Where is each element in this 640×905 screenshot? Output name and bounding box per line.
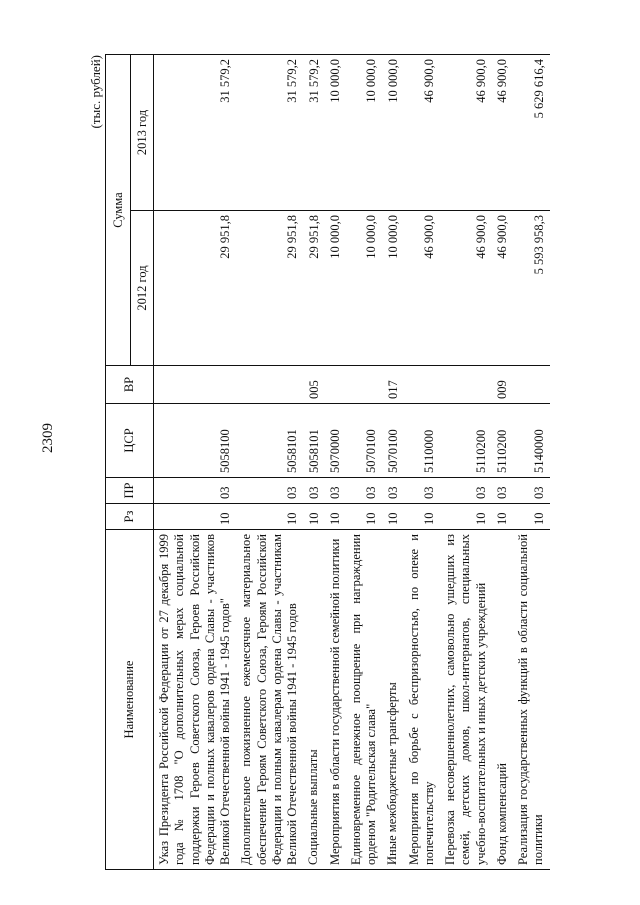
- row-rz: 10: [404, 504, 441, 530]
- row-name: Мероприятия по борьбе с беспризорностью, по опеке и попечительству: [404, 530, 441, 870]
- table-row: [513, 55, 550, 870]
- header-csr: ЦСР: [106, 404, 154, 478]
- row-sum-2013: 10 000,0: [382, 55, 403, 211]
- row-sum-2013: 5 629 616,4: [513, 55, 550, 211]
- row-pr: 03: [236, 478, 303, 504]
- row-rz: 10: [513, 504, 550, 530]
- row-rz: 10: [346, 504, 383, 530]
- row-vr: [404, 366, 441, 404]
- row-pr: 03: [513, 478, 550, 504]
- row-vr: [236, 366, 303, 404]
- header-name: Наименование: [106, 530, 154, 870]
- table-row: [440, 55, 492, 870]
- row-sum-2012: 29 951,8: [303, 211, 324, 366]
- row-sum-2012: 29 951,8: [236, 211, 303, 366]
- row-sum-2012: 10 000,0: [346, 211, 383, 366]
- row-sum-2013: 46 900,0: [404, 55, 441, 211]
- table-row: [492, 55, 513, 870]
- header-rz: Рз: [106, 504, 154, 530]
- row-sum-2012: 5 593 958,3: [513, 211, 550, 366]
- table-row: [236, 55, 303, 870]
- row-vr: [325, 366, 346, 404]
- row-vr: 017: [382, 366, 403, 404]
- row-sum-2012: 46 900,0: [492, 211, 513, 366]
- row-csr: 5058100: [154, 404, 237, 478]
- row-csr: 5058101: [236, 404, 303, 478]
- table-row: [346, 55, 383, 870]
- row-sum-2013: 31 579,2: [303, 55, 324, 211]
- row-sum-2012: 46 900,0: [404, 211, 441, 366]
- row-csr: 5070000: [325, 404, 346, 478]
- budget-table: [105, 54, 550, 870]
- row-sum-2013: 46 900,0: [440, 55, 492, 211]
- row-sum-2013: 10 000,0: [346, 55, 383, 211]
- row-name: Социальные выплаты: [303, 530, 324, 870]
- row-rz: 10: [382, 504, 403, 530]
- row-sum-2012: 10 000,0: [325, 211, 346, 366]
- row-sum-2012: 10 000,0: [382, 211, 403, 366]
- table-body: [154, 55, 550, 870]
- page-number: 2309: [40, 423, 56, 453]
- row-rz: 10: [303, 504, 324, 530]
- row-name: Единовременное денежное поощрение при награждении орденом "Родительская слава": [346, 530, 383, 870]
- row-name: Перевозка несовершеннолетних, самовольно ушедших из семей, детских домов, школ-интернатов, специальных учебно-воспитательных и иных детских учреждений: [440, 530, 492, 870]
- row-name: Мероприятия в области государственной семейной политики: [325, 530, 346, 870]
- row-csr: 5140000: [513, 404, 550, 478]
- row-pr: 03: [440, 478, 492, 504]
- row-rz: 10: [325, 504, 346, 530]
- row-pr: 03: [492, 478, 513, 504]
- row-rz: 10: [154, 504, 237, 530]
- row-pr: 03: [325, 478, 346, 504]
- table-row: [303, 55, 324, 870]
- header-2012: 2012 год: [131, 211, 154, 366]
- row-pr: 03: [404, 478, 441, 504]
- row-csr: 5110200: [492, 404, 513, 478]
- table-row: [325, 55, 346, 870]
- row-pr: 03: [346, 478, 383, 504]
- table-row: [404, 55, 441, 870]
- row-csr: 5110200: [440, 404, 492, 478]
- row-pr: 03: [382, 478, 403, 504]
- row-sum-2012: 29 951,8: [154, 211, 237, 366]
- row-pr: 03: [303, 478, 324, 504]
- row-csr: 5058101: [303, 404, 324, 478]
- row-sum-2012: 46 900,0: [440, 211, 492, 366]
- row-vr: [154, 366, 237, 404]
- row-vr: [346, 366, 383, 404]
- row-name: Указ Президента Российской Федерации от 27 декабря 1999 года № 1708 "О дополнительных мерах социальной поддержки Героев Советского Союза, Героев Российской Федерации и полных кавалеров ордена Славы - участников Великой Отечественной войны 1941 - 1945 годов": [154, 530, 237, 870]
- row-name: Фонд компенсаций: [492, 530, 513, 870]
- row-rz: 10: [440, 504, 492, 530]
- unit-label: (тыс. рублей): [88, 55, 103, 129]
- row-sum-2013: 31 579,2: [154, 55, 237, 211]
- row-name: Дополнительное пожизненное ежемесячное материальное обеспечение Героям Советского Союза, Героям Российской Федерации и полным кавалерам ордена Славы - участникам Великой Отечественной войны 1941 - 1945 годов: [236, 530, 303, 870]
- row-vr: 005: [303, 366, 324, 404]
- row-name: Реализация государственных функций в области социальной политики: [513, 530, 550, 870]
- row-rz: 10: [236, 504, 303, 530]
- header-vr: ВР: [106, 366, 154, 404]
- row-vr: [440, 366, 492, 404]
- table-row: [154, 55, 237, 870]
- header-pr: ПР: [106, 478, 154, 504]
- row-pr: 03: [154, 478, 237, 504]
- row-vr: 009: [492, 366, 513, 404]
- row-csr: 5070100: [346, 404, 383, 478]
- row-sum-2013: 46 900,0: [492, 55, 513, 211]
- header-sum: Сумма: [106, 55, 131, 366]
- header-2013: 2013 год: [131, 55, 154, 211]
- row-sum-2013: 31 579,2: [236, 55, 303, 211]
- row-sum-2013: 10 000,0: [325, 55, 346, 211]
- row-csr: 5070100: [382, 404, 403, 478]
- table-row: [382, 55, 403, 870]
- row-rz: 10: [492, 504, 513, 530]
- rotated-table-area: [85, 55, 555, 870]
- row-csr: 5110000: [404, 404, 441, 478]
- row-vr: [513, 366, 550, 404]
- row-name: Иные межбюджетные трансферты: [382, 530, 403, 870]
